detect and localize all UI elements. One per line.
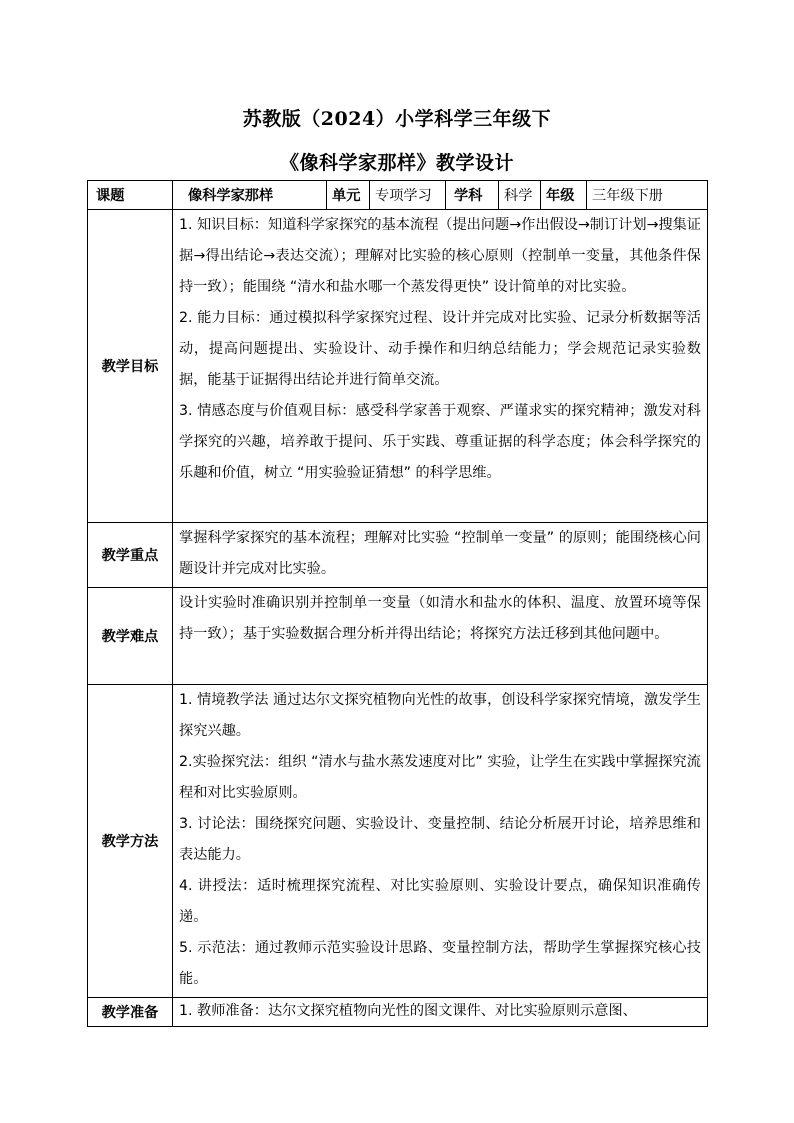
goals-row [88,210,708,523]
focus-row [88,523,708,588]
document-subtitle: 《像科学家那样》教学设计 [279,152,514,174]
focus-content: 掌握科学家探究的基本流程；理解对比实验 “控制单一变量” 的原则；能围绕核心问题设计并完成对比实验。 [173,523,708,588]
lesson-plan-table [87,180,708,1027]
methods-row [88,685,708,998]
focus-label: 教学重点 [88,523,173,588]
methods-content [173,685,708,998]
goal-ability: 2. 能力目标：通过模拟科学家探究过程、设计并完成对比实验、记录分析数据等活动，提高问题提出、实验设计、动手操作和归纳总结能力；学会规范记录实验数据，能基于证据得出结论并进行简单交流。 [179,310,701,388]
document-title: 苏教版（2024）小学科学三年级下 [242,108,552,130]
preparation-row [88,998,708,1027]
topic-label: 课题 [88,181,173,210]
unit-value: 专项学习 [370,181,446,210]
method-situational: 1. 情境教学法 通过达尔文探究植物向光性的故事，创设科学家探究情境，激发学生探究兴趣。 [179,692,701,739]
preparation-label: 教学准备 [88,998,173,1027]
difficulty-row [88,588,708,685]
grade-label: 年级 [541,181,587,210]
subject-value: 科学 [499,181,541,210]
method-lecture: 4. 讲授法：适时梳理探究流程、对比实验原则、实验设计要点，确保知识准确传递。 [179,878,701,925]
subject-label: 学科 [446,181,499,210]
method-experiment: 2.实验探究法：组织 “清水与盐水蒸发速度对比” 实验，让学生在实践中掌握探究流程和对比实验原则。 [179,754,701,801]
goal-knowledge: 1. 知识目标：知道科学家探究的基本流程（提出问题→作出假设→制订计划→搜集证据→得出结论→表达交流）；理解对比实验的核心原则（控制单一变量，其他条件保持一致）；能围绕 “清水和盐水哪一个蒸发得更快” 设计简单的对比实验。 [179,217,701,295]
unit-label: 单元 [327,181,370,210]
topic-value: 像科学家那样 [173,181,327,210]
difficulty-label: 教学难点 [88,588,173,685]
goals-label: 教学目标 [88,210,173,523]
preparation-content: 1. 教师准备：达尔文探究植物向光性的图文课件、对比实验原则示意图、 [173,998,708,1027]
methods-label: 教学方法 [88,685,173,998]
goal-attitude: 3. 情感态度与价值观目标：感受科学家善于观察、严谨求实的探究精神；激发对科学探究的兴趣，培养敢于提问、乐于实践、尊重证据的科学态度；体会科学探究的乐趣和价值，树立 “用实验验证猜想” 的科学思维。 [179,403,701,481]
difficulty-content: 设计实验时准确识别并控制单一变量（如清水和盐水的体积、温度、放置环境等保持一致）；基于实验数据合理分析并得出结论；将探究方法迁移到其他问题中。 [173,588,708,685]
grade-value: 三年级下册 [587,181,708,210]
method-demonstration: 5. 示范法：通过教师示范实验设计思路、变量控制方法，帮助学生掌握探究核心技能。 [179,940,701,987]
method-discussion: 3. 讨论法：围绕探究问题、实验设计、变量控制、结论分析展开讨论，培养思维和表达能力。 [179,816,701,863]
info-row [88,181,708,210]
goals-content [173,210,708,523]
